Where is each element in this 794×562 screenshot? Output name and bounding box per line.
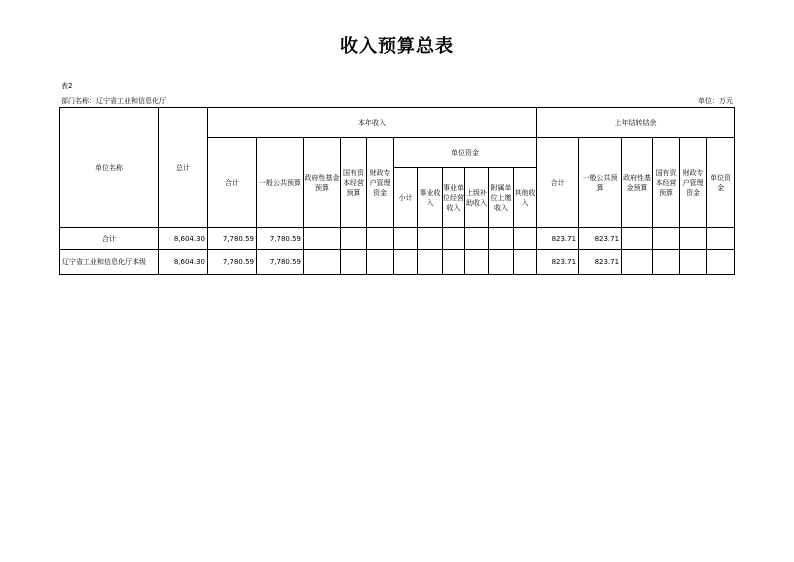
header-unit-name: 单位名称 xyxy=(60,108,159,228)
header-cur-fiscal-special: 财政专户管理资金 xyxy=(367,138,394,228)
row-unit-name: 辽宁省工业和信息化厅本级 xyxy=(60,250,159,275)
header-cur-gov-fund: 政府性基金预算 xyxy=(304,138,341,228)
header-co-state-capital: 国有资本经营预算 xyxy=(653,138,680,228)
row-cur-total: 7,780.59 xyxy=(208,250,257,275)
row-co-total: 823.71 xyxy=(537,250,579,275)
table-row xyxy=(60,250,735,275)
header-uf-superior: 上级补助收入 xyxy=(465,168,489,228)
table-number: 表2 xyxy=(61,82,73,90)
row-unit-name: 合计 xyxy=(60,228,159,250)
header-carryover: 上年结转结余 xyxy=(537,108,735,138)
unit-label: 单位：万元 xyxy=(698,97,733,105)
row-cur-general: 7,780.59 xyxy=(257,228,304,250)
row-total: 8,604.30 xyxy=(159,228,208,250)
header-uf-business: 事业收入 xyxy=(418,168,443,228)
header-cur-general: 一般公共预算 xyxy=(257,138,304,228)
row-co-general: 823.71 xyxy=(579,250,622,275)
header-uf-subtotal: 小计 xyxy=(394,168,418,228)
header-co-unit-funds: 单位资金 xyxy=(707,138,735,228)
header-total: 总计 xyxy=(159,108,208,228)
row-cur-general: 7,780.59 xyxy=(257,250,304,275)
header-co-gov-fund: 政府性基金预算 xyxy=(622,138,653,228)
department-name: 部门名称：辽宁省工业和信息化厅 xyxy=(61,97,166,105)
header-uf-affiliated: 附属单位上缴收入 xyxy=(489,168,514,228)
header-cur-state-capital: 国有资本经营预算 xyxy=(341,138,367,228)
page-title: 收入预算总表 xyxy=(340,36,454,57)
row-cur-total: 7,780.59 xyxy=(208,228,257,250)
income-budget-table xyxy=(59,107,735,275)
header-co-fiscal-special: 财政专户管理资金 xyxy=(680,138,707,228)
header-co-general: 一般公共预算 xyxy=(579,138,622,228)
header-uf-operation: 事业单位经营收入 xyxy=(443,168,465,228)
row-co-total: 823.71 xyxy=(537,228,579,250)
header-co-total: 合计 xyxy=(537,138,579,228)
header-unit-funds: 单位资金 xyxy=(394,138,537,168)
row-total: 8,604.30 xyxy=(159,250,208,275)
table-row xyxy=(60,228,735,250)
header-current-year-income: 本年收入 xyxy=(208,108,537,138)
header-cur-total: 合计 xyxy=(208,138,257,228)
header-uf-other: 其他收入 xyxy=(514,168,537,228)
row-co-general: 823.71 xyxy=(579,228,622,250)
